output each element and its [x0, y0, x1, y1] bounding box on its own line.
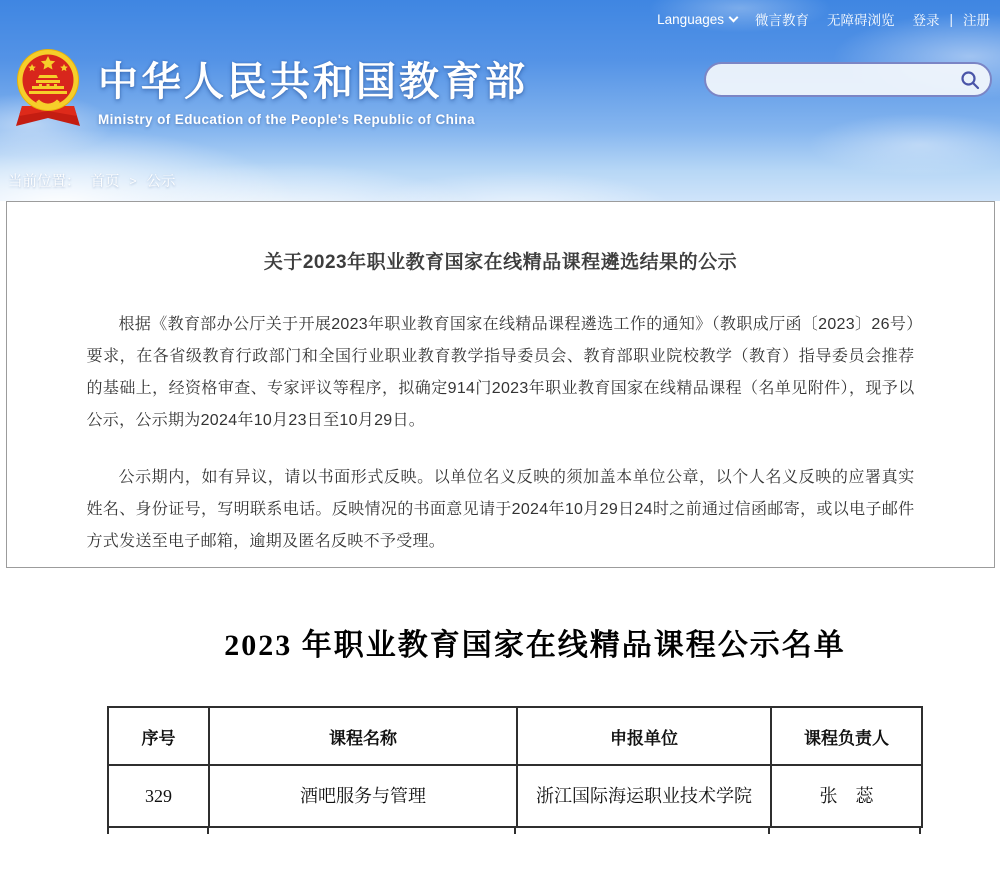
table-row [108, 765, 922, 827]
search-input[interactable] [720, 64, 958, 95]
link-weiyan-jiaoyu[interactable]: 微言教育 [754, 13, 809, 28]
breadcrumb-home-link[interactable]: 首页 [90, 174, 120, 190]
announcement-body [87, 309, 915, 558]
cell-leader: 张 蕊 [771, 765, 922, 827]
col-header-applicant: 申报单位 [517, 707, 771, 765]
search-bar [704, 62, 992, 97]
top-utility-bar [657, 9, 990, 29]
course-table [107, 706, 923, 828]
site-title: 中华人民共和国教育部 [98, 60, 528, 104]
breadcrumb-separator: > [129, 173, 137, 188]
cell-applicant: 浙江国际海运职业技术学院 [517, 765, 771, 827]
announcement-box [6, 201, 995, 568]
search-icon [960, 70, 980, 90]
attachment-heading: 2023 年职业教育国家在线精品课程公示名单 [224, 629, 846, 662]
languages-label: Languages [657, 11, 724, 27]
site-subtitle: Ministry of Education of the People's Republic of China [98, 112, 475, 127]
site-titles [98, 38, 528, 138]
breadcrumb-label: 当前位置： [8, 174, 81, 190]
announcement-paragraph: 公示期内，如有异议，请以书面形式反映。以单位名义反映的须加盖本单位公章，以个人名义反映的应署真实姓名、身份证号，写明联系电话。反映情况的书面意见请于2024年10月29日24时之前通过信函邮寄，或以电子邮件方式发送至电子邮箱，逾期及匿名反映不予受理。 [86, 469, 915, 550]
announcement-paragraph: 根据《教育部办公厅关于开展2023年职业教育国家在线精品课程遴选工作的通知》（教职成厅函〔2023〕26号）要求，在各省级教育行政部门和全国行业职业教育教学指导委员会、教育部职业院校教学（教育）指导委员会推荐的基础上，经资格审查、专家评议等程序，拟确定914门2023年职业教育国家在线精品课程（名单见附件），现予以公示，公示期为2024年10月23日至10月29日。 [86, 316, 915, 429]
header-sky-background [0, 0, 1000, 201]
cell-course-name: 酒吧服务与管理 [209, 765, 517, 827]
register-link[interactable]: 注册 [963, 13, 990, 28]
breadcrumb-current-link[interactable]: 公示 [146, 174, 176, 190]
login-link[interactable]: 登录 [912, 13, 940, 28]
table-next-row-stub [107, 828, 921, 834]
search-button[interactable] [958, 68, 982, 92]
link-accessibility[interactable]: 无障碍浏览 [826, 13, 895, 28]
chevron-down-icon [729, 12, 739, 22]
col-header-course-name: 课程名称 [209, 707, 517, 765]
col-header-index: 序号 [108, 707, 209, 765]
col-header-leader: 课程负责人 [771, 707, 922, 765]
prc-national-emblem-icon [8, 38, 88, 138]
attachment-document [0, 568, 1000, 882]
announcement-title: 关于2023年职业教育国家在线精品课程遴选结果的公示 [263, 252, 738, 273]
languages-dropdown[interactable] [657, 12, 737, 27]
cell-index: 329 [108, 765, 209, 827]
site-logo-block[interactable] [8, 38, 528, 138]
topbar-divider: | [949, 11, 953, 27]
course-table-wrap [107, 706, 921, 834]
breadcrumb [8, 170, 176, 191]
table-header-row [108, 707, 922, 765]
